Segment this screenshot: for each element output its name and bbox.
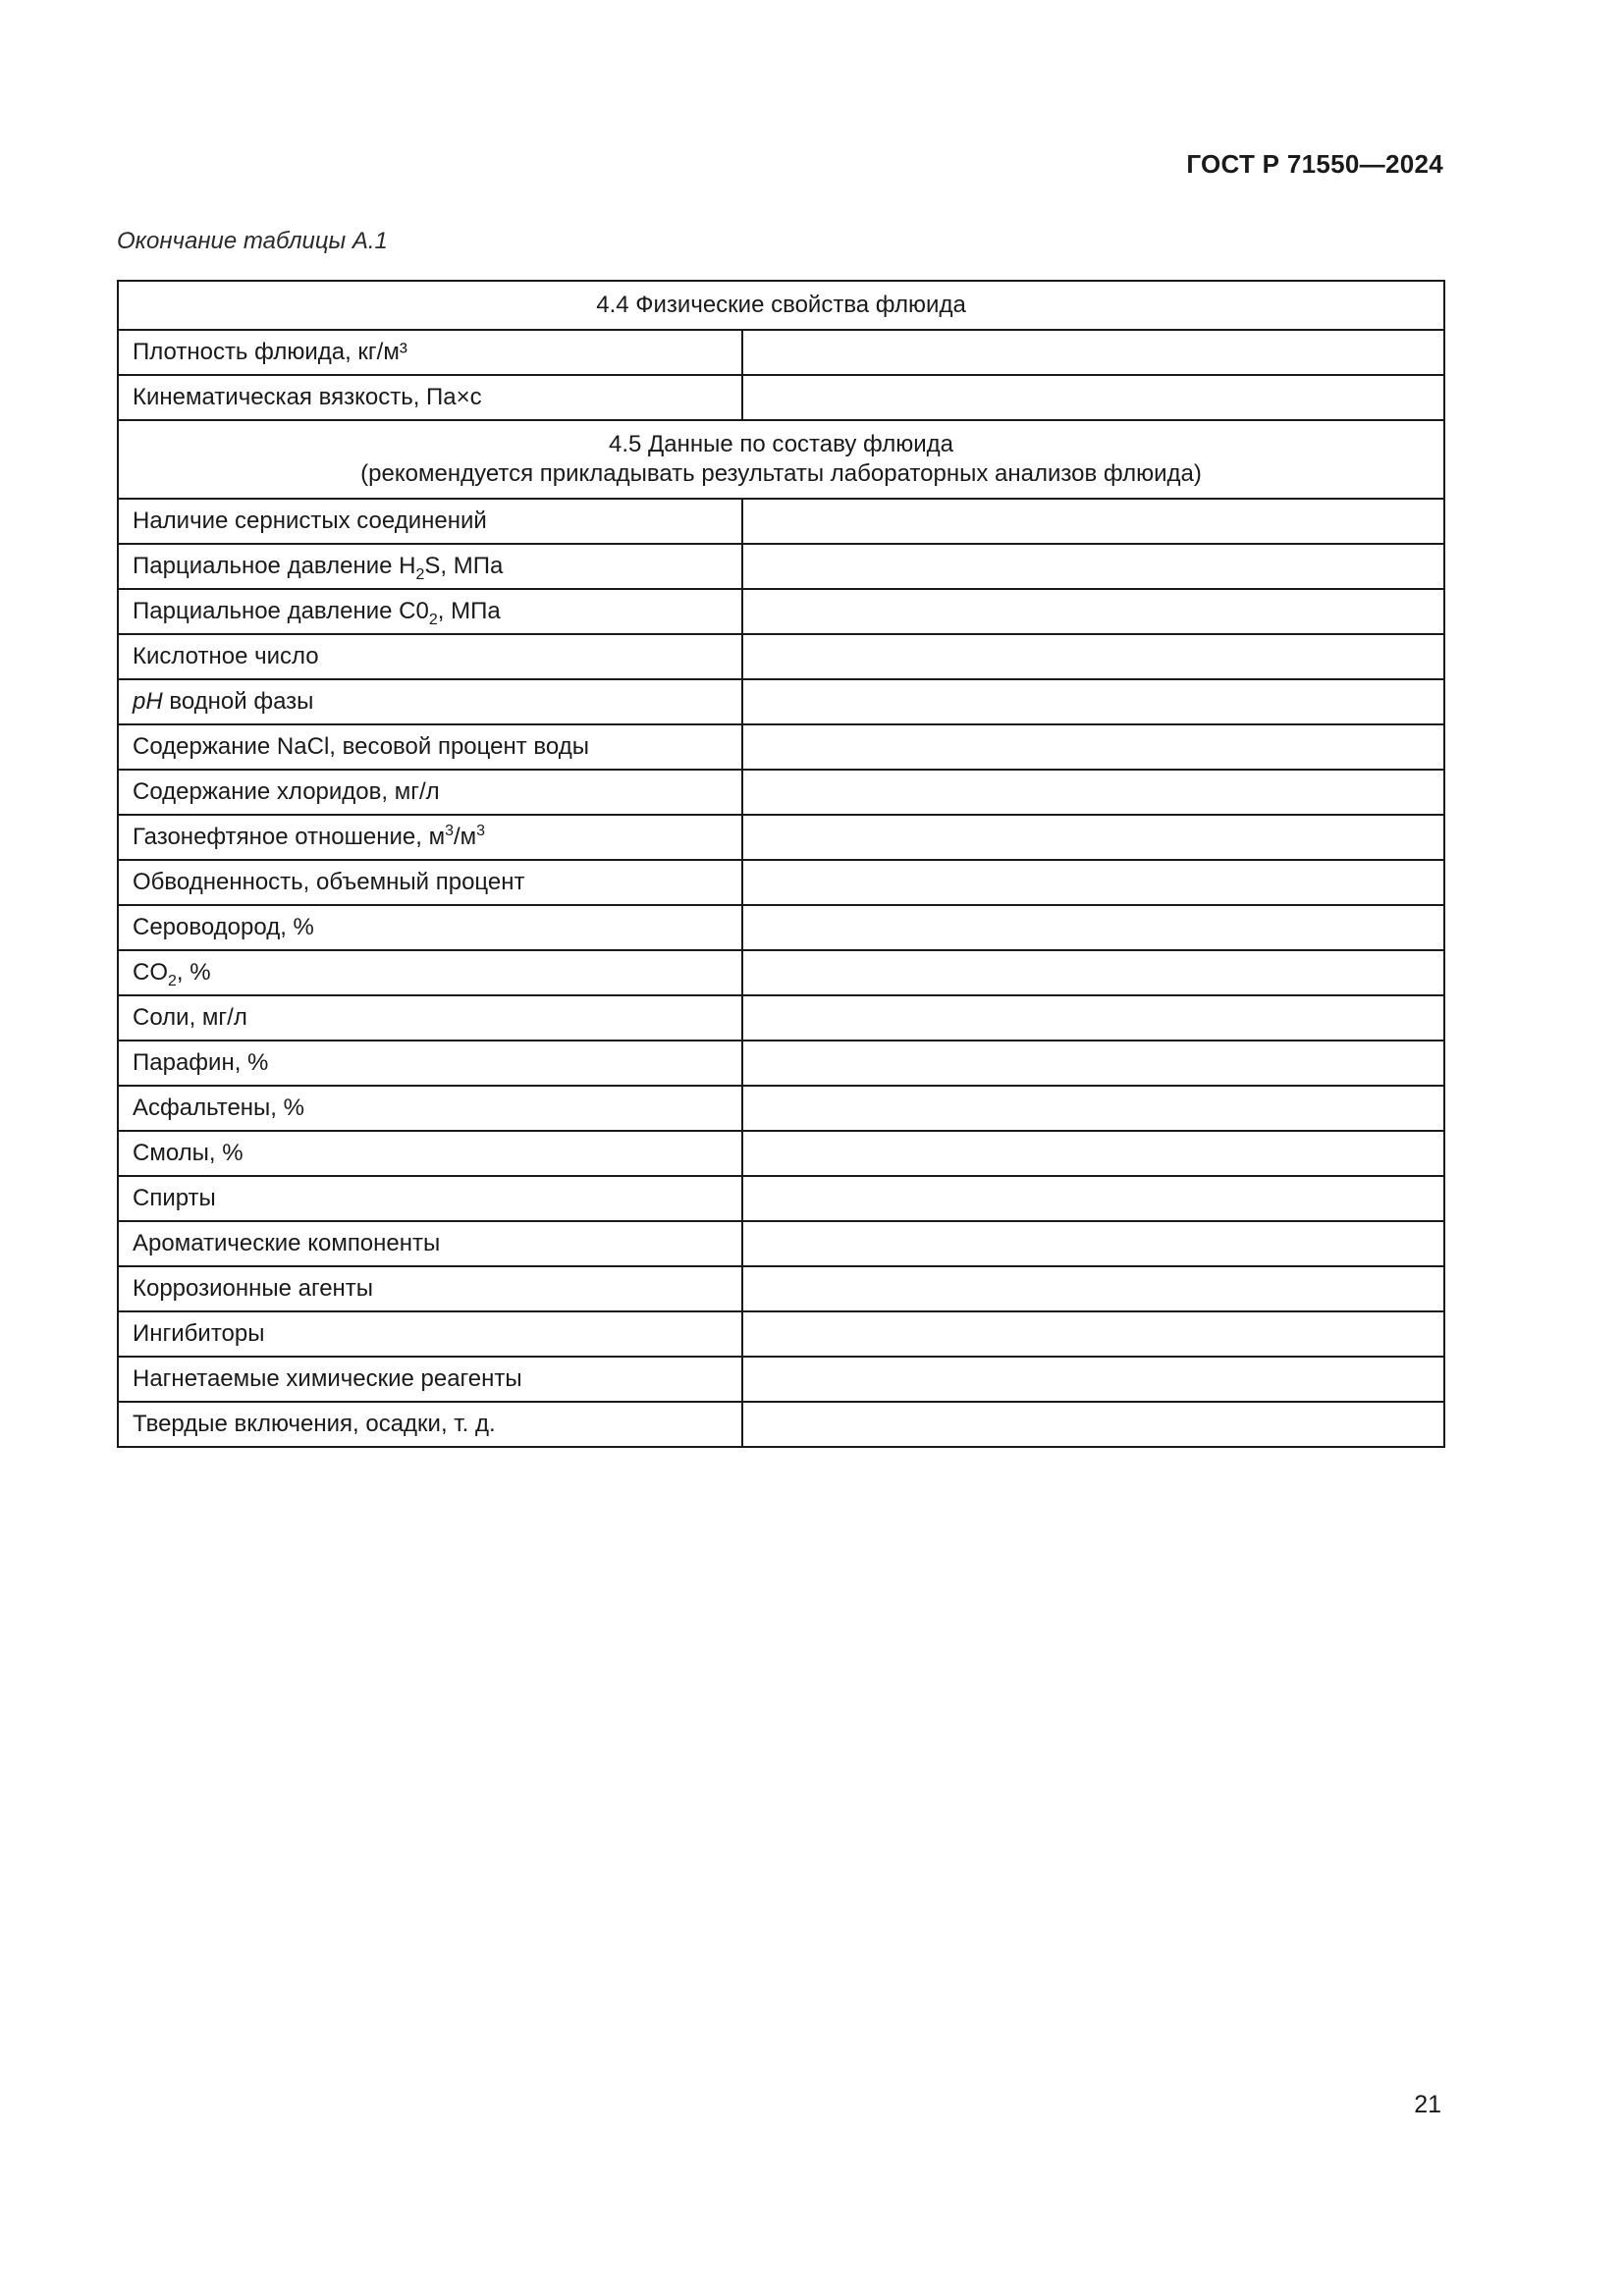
- label-text: CO: [133, 959, 168, 986]
- row-label: Асфальтены, %: [118, 1086, 742, 1131]
- row-value-cell[interactable]: [742, 544, 1444, 589]
- table-row: [118, 544, 1444, 589]
- row-value-cell[interactable]: [742, 1266, 1444, 1311]
- superscript: 3: [445, 823, 454, 839]
- row-label: Плотность флюида, кг/м³: [118, 330, 742, 375]
- row-value-cell[interactable]: [742, 1402, 1444, 1447]
- table-row: [118, 1311, 1444, 1357]
- row-label: [118, 679, 742, 724]
- table-row: [118, 1176, 1444, 1221]
- row-label: [118, 950, 742, 995]
- row-label: Соли, мг/л: [118, 995, 742, 1041]
- row-label: Сероводород, %: [118, 905, 742, 950]
- label-text: водной фазы: [162, 688, 314, 715]
- table-row: [118, 770, 1444, 815]
- row-label: Содержание хлоридов, мг/л: [118, 770, 742, 815]
- row-value-cell[interactable]: [742, 589, 1444, 634]
- table-row: [118, 950, 1444, 995]
- row-label: [118, 815, 742, 860]
- subscript: 2: [168, 972, 177, 989]
- table-row: [118, 634, 1444, 679]
- page-number: 21: [1414, 2091, 1441, 2118]
- row-label: Кинематическая вязкость, Па×с: [118, 375, 742, 420]
- table-row: [118, 1402, 1444, 1447]
- row-value-cell[interactable]: [742, 330, 1444, 375]
- table-row: [118, 679, 1444, 724]
- label-text: /м: [454, 824, 477, 850]
- row-label: Смолы, %: [118, 1131, 742, 1176]
- section-title: 4.4 Физические свойства флюида: [118, 281, 1444, 330]
- row-label: Кислотное число: [118, 634, 742, 679]
- table-row: [118, 330, 1444, 375]
- row-value-cell[interactable]: [742, 375, 1444, 420]
- row-value-cell[interactable]: [742, 499, 1444, 544]
- ph-symbol: pH: [133, 688, 163, 715]
- row-value-cell[interactable]: [742, 724, 1444, 770]
- section-header: [118, 420, 1444, 499]
- row-label: Спирты: [118, 1176, 742, 1221]
- row-label: [118, 544, 742, 589]
- row-label: Твердые включения, осадки, т. д.: [118, 1402, 742, 1447]
- table-row: [118, 1086, 1444, 1131]
- section-header-row: [118, 281, 1444, 330]
- row-label: Ароматические компоненты: [118, 1221, 742, 1266]
- table-row: [118, 1041, 1444, 1086]
- label-text: Парциальное давление C0: [133, 598, 429, 624]
- row-value-cell[interactable]: [742, 1357, 1444, 1402]
- row-label: Парафин, %: [118, 1041, 742, 1086]
- row-label: Ингибиторы: [118, 1311, 742, 1357]
- subscript: 2: [428, 611, 438, 628]
- table-row: [118, 724, 1444, 770]
- table-row: [118, 1131, 1444, 1176]
- table-row: [118, 905, 1444, 950]
- table-row: [118, 1357, 1444, 1402]
- table-row: [118, 499, 1444, 544]
- fluid-properties-table: [117, 280, 1445, 1448]
- row-value-cell[interactable]: [742, 1311, 1444, 1357]
- label-text: Газонефтяное отношение, м: [133, 824, 446, 850]
- section-title: 4.5 Данные по составу флюида: [609, 431, 953, 457]
- row-value-cell[interactable]: [742, 815, 1444, 860]
- section-header-row: [118, 420, 1444, 499]
- row-value-cell[interactable]: [742, 860, 1444, 905]
- document-code: ГОСТ Р 71550—2024: [1186, 149, 1443, 179]
- row-label: [118, 589, 742, 634]
- table-caption: Окончание таблицы А.1: [117, 228, 388, 254]
- row-value-cell[interactable]: [742, 1131, 1444, 1176]
- row-label: Коррозионные агенты: [118, 1266, 742, 1311]
- table-row: [118, 1266, 1444, 1311]
- section-subtitle: (рекомендуется прикладывать результаты лабораторных анализов флюида): [360, 460, 1202, 487]
- row-value-cell[interactable]: [742, 905, 1444, 950]
- table-row: [118, 995, 1444, 1041]
- label-text: , %: [176, 959, 211, 986]
- table-row: [118, 589, 1444, 634]
- row-value-cell[interactable]: [742, 1041, 1444, 1086]
- row-value-cell[interactable]: [742, 1221, 1444, 1266]
- table-row: [118, 860, 1444, 905]
- subscript: 2: [415, 565, 425, 583]
- label-text: Парциальное давление H: [133, 553, 416, 579]
- row-value-cell[interactable]: [742, 770, 1444, 815]
- label-text: , МПа: [437, 598, 501, 624]
- row-label: Нагнетаемые химические реагенты: [118, 1357, 742, 1402]
- table-row: [118, 815, 1444, 860]
- row-value-cell[interactable]: [742, 1176, 1444, 1221]
- row-label: Содержание NaCl, весовой процент воды: [118, 724, 742, 770]
- table-row: [118, 375, 1444, 420]
- label-text: S, МПа: [424, 553, 504, 579]
- superscript: 3: [476, 823, 486, 839]
- row-value-cell[interactable]: [742, 1086, 1444, 1131]
- row-label: Обводненность, объемный процент: [118, 860, 742, 905]
- row-label: Наличие сернистых соединений: [118, 499, 742, 544]
- row-value-cell[interactable]: [742, 634, 1444, 679]
- row-value-cell[interactable]: [742, 679, 1444, 724]
- table-row: [118, 1221, 1444, 1266]
- row-value-cell[interactable]: [742, 950, 1444, 995]
- row-value-cell[interactable]: [742, 995, 1444, 1041]
